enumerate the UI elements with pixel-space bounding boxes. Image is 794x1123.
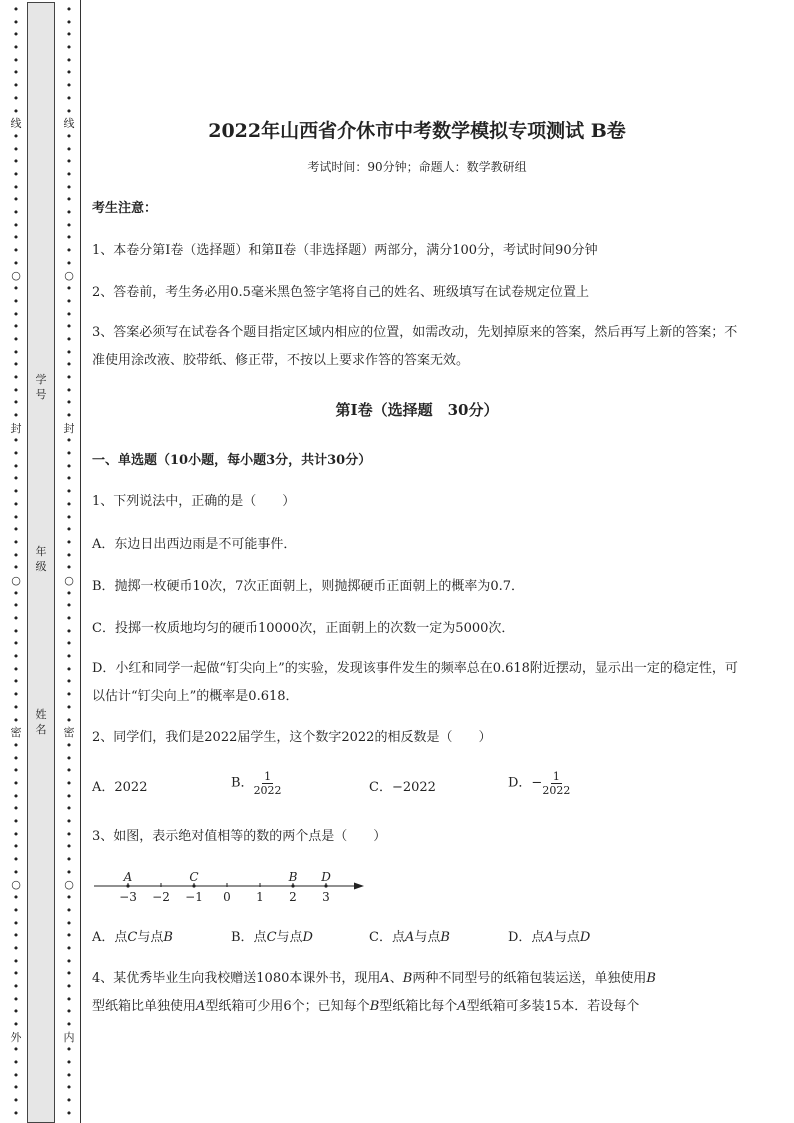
binding-dot: •: [65, 91, 73, 105]
binding-dot: •: [12, 218, 20, 232]
binding-dot: •: [12, 586, 20, 600]
binding-dot: •: [65, 307, 73, 321]
binding-dot: •: [65, 612, 73, 625]
binding-dot: •: [12, 992, 20, 1006]
binding-dot: •: [12, 294, 20, 308]
binding-word: 密: [10, 726, 22, 740]
q3-c-mid: 与点: [414, 930, 441, 945]
binding-dot: •: [12, 523, 20, 537]
binding-dot: •: [65, 155, 73, 169]
binding-dot: •: [65, 815, 73, 828]
binding-dot: •: [12, 789, 20, 803]
point-marker: [291, 884, 294, 887]
binding-dot: •: [65, 434, 73, 448]
binding-dot: •: [65, 193, 73, 207]
binding-dot: •: [12, 396, 20, 410]
binding-dot: •: [12, 193, 20, 207]
binding-dot: •: [65, 700, 73, 714]
binding-dot: •: [65, 789, 73, 803]
binding-dot: •: [12, 1005, 20, 1019]
binding-dot: •: [12, 320, 20, 334]
binding-dot: •: [65, 865, 73, 879]
binding-word: 封: [10, 421, 22, 435]
binding-dot: •: [65, 1106, 73, 1120]
q4-line-2: [92, 998, 639, 1016]
binding-dot: •: [65, 231, 73, 245]
q3-b-pre: B．点: [231, 930, 267, 945]
q3-b-point2: D: [302, 930, 313, 945]
binding-dot: •: [65, 992, 73, 1006]
binding-dot: •: [65, 79, 73, 93]
binding-dot: •: [65, 624, 73, 638]
q4-var-b2: B: [646, 971, 656, 986]
binding-dot: •: [12, 15, 20, 29]
q2-d-denominator: 2022: [542, 784, 571, 797]
binding-word: ○: [11, 573, 21, 587]
binding-dot: •: [65, 967, 73, 981]
binding-dot: •: [12, 345, 20, 359]
binding-dot: •: [65, 409, 73, 422]
binding-dot: •: [12, 713, 20, 727]
section-title: 第I卷（选择题 30分）: [335, 401, 499, 419]
binding-dot: •: [65, 447, 73, 461]
binding-dot: •: [65, 142, 73, 156]
notice-item-2: 2、答卷前，考生务必用0.5毫米黑色签字笔将自己的姓名、班级填写在试卷规定位置上: [92, 285, 589, 300]
binding-dot: •: [65, 3, 73, 16]
tick-label: −2: [152, 890, 170, 904]
q3-option-b: [231, 929, 313, 947]
q3-c-point1: A: [404, 930, 415, 945]
binding-dot: •: [12, 142, 20, 156]
q4-text-2: 两种不同型号的纸箱包装运送，单独使用: [412, 971, 647, 986]
binding-dot: •: [12, 104, 20, 118]
q4-line-1: [92, 970, 656, 988]
q3-b-point1: C: [266, 930, 277, 945]
binding-dot: •: [12, 206, 20, 219]
binding-dot: •: [12, 231, 20, 245]
binding-dot: •: [12, 612, 20, 625]
binding-dot: •: [65, 104, 73, 118]
binding-dot: •: [65, 167, 73, 181]
binding-dot: •: [65, 383, 73, 397]
q4-var-a: A: [380, 971, 390, 986]
binding-dot: •: [12, 650, 20, 664]
binding-dot: •: [12, 1056, 20, 1070]
binding-dot: •: [65, 320, 73, 334]
binding-dot: •: [12, 167, 20, 181]
binding-dot: •: [12, 624, 20, 638]
arrow-icon: [354, 883, 364, 890]
binding-dot: •: [12, 244, 20, 258]
binding-word: ○: [64, 878, 74, 892]
binding-dot: •: [65, 954, 73, 968]
binding-dot: •: [65, 535, 73, 549]
binding-dot: •: [65, 332, 73, 346]
q2-option-c: C．−2022: [369, 780, 436, 795]
binding-dot: •: [65, 751, 73, 765]
binding-dot: •: [65, 688, 73, 702]
binding-dot: •: [65, 294, 73, 308]
q3-d-mid: 与点: [553, 930, 580, 945]
binding-dot: •: [65, 206, 73, 219]
binding-word: ○: [11, 878, 21, 892]
binding-word: ○: [11, 269, 21, 283]
notice-item-3: 3、答案必须写在试卷各个题目指定区域内相应的位置，如需改动，先划掉原来的答案，然后再写上新的答案；不准使用涂改液、胶带纸、修正带，不按以上要求作答的答案无效。: [92, 325, 738, 368]
q1-option-d: D．小红和同学一起做“钉尖向上”的实验，发现该事件发生的频率总在0.618附近摆动，显示出一定的稳定性，可以估计“钉尖向上”的概率是0.618．: [92, 661, 738, 704]
binding-dot: •: [65, 523, 73, 537]
binding-dot: •: [65, 776, 73, 790]
q1-stem: 1、下列说法中，正确的是（ ）: [92, 494, 296, 509]
binding-dot: •: [12, 903, 20, 917]
q2-option-d-prefix: D．−: [508, 775, 543, 791]
point-label: C: [189, 870, 199, 884]
tick-label: 0: [223, 890, 231, 904]
binding-dot: •: [65, 637, 73, 651]
binding-dot: •: [12, 3, 20, 16]
binding-word: 封: [63, 421, 75, 435]
q4-var-a2: A: [196, 999, 206, 1014]
binding-dot: •: [65, 53, 73, 67]
binding-dot: •: [12, 409, 20, 422]
binding-dot: •: [12, 967, 20, 981]
binding-dot: •: [65, 599, 73, 613]
binding-dot: •: [12, 459, 20, 473]
q3-a-point1: C: [127, 930, 138, 945]
margin-border: [80, 0, 81, 1123]
binding-dot: •: [12, 941, 20, 955]
q4-var-b: B: [402, 971, 413, 986]
binding-dot: •: [65, 738, 73, 752]
binding-dot: •: [12, 840, 20, 854]
binding-dot: •: [12, 307, 20, 321]
binding-dot: •: [12, 1094, 20, 1108]
point-marker: [324, 884, 327, 887]
q3-b-mid: 与点: [276, 930, 303, 945]
binding-dot: •: [12, 688, 20, 702]
binding-dot: •: [65, 802, 73, 816]
binding-dot: •: [12, 370, 20, 384]
point-marker: [192, 884, 195, 887]
binding-dot: •: [12, 53, 20, 67]
binding-dot: •: [12, 662, 20, 676]
binding-dot: •: [12, 332, 20, 346]
q3-d-pre: D．点: [508, 930, 545, 945]
q1-option-c: C．投掷一枚质地均匀的硬币10000次，正面朝上的次数一定为5000次．: [92, 621, 515, 636]
q2-option-d-fraction: [542, 770, 570, 797]
binding-dot: •: [12, 282, 20, 296]
binding-dot: •: [12, 129, 20, 143]
binding-dot: •: [65, 561, 73, 575]
binding-dot: •: [12, 28, 20, 42]
binding-dot: •: [12, 485, 20, 499]
binding-dot: •: [12, 916, 20, 930]
q1-option-a: A．东边日出西边雨是不可能事件．: [92, 537, 297, 552]
q1-option-b: B．抛掷一枚硬币10次，7次正面朝上，则抛掷硬币正面朝上的概率为0.7．: [92, 579, 525, 594]
binding-dot: •: [65, 66, 73, 80]
binding-dot: •: [65, 497, 73, 511]
binding-dot: •: [65, 1081, 73, 1095]
q4-var-b3: B: [369, 999, 380, 1014]
binding-dot: •: [65, 650, 73, 664]
binding-dot: •: [12, 1068, 20, 1082]
binding-dot: •: [12, 1018, 20, 1031]
binding-dot: •: [12, 1081, 20, 1095]
binding-dot: •: [65, 840, 73, 854]
binding-dot: •: [12, 497, 20, 511]
point-label: A: [123, 870, 133, 884]
binding-dot: •: [12, 815, 20, 828]
binding-dot: •: [12, 155, 20, 169]
binding-dot: •: [65, 1043, 73, 1057]
binding-word: 内: [63, 1030, 75, 1044]
binding-dot: •: [65, 244, 73, 258]
binding-dot: •: [65, 764, 73, 778]
binding-dot: •: [65, 459, 73, 473]
binding-dot: •: [12, 751, 20, 765]
binding-word: 密: [63, 726, 75, 740]
q4-text-5: 型纸箱比每个: [379, 999, 458, 1014]
binding-word: ○: [64, 269, 74, 283]
binding-dot: •: [65, 510, 73, 524]
binding-dot: •: [12, 91, 20, 105]
q2-stem: 2、同学们，我们是2022届学生，这个数字2022的相反数是（ ）: [92, 730, 492, 745]
part-heading: 一、单选题（10小题，每小题3分，共计30分）: [92, 453, 372, 468]
binding-dot: •: [12, 510, 20, 524]
exam-subtitle: 考试时间：90分钟；命题人：数学教研组: [307, 160, 527, 174]
binding-dot: •: [12, 383, 20, 397]
binding-dot: •: [65, 396, 73, 410]
q3-option-c: [369, 929, 450, 947]
q4-text-3: 型纸箱比单独使用: [92, 999, 197, 1014]
binding-dot: •: [65, 15, 73, 29]
binding-dot: •: [65, 903, 73, 917]
tick-label: 1: [256, 890, 264, 904]
binding-dot: •: [12, 929, 20, 943]
binding-dot: •: [65, 472, 73, 486]
number-line-figure: [92, 864, 372, 906]
binding-dot: •: [12, 954, 20, 968]
q4-text-6: 型纸箱可多装15本．若设每个: [466, 999, 640, 1014]
binding-word: 线: [10, 117, 22, 131]
binding-word: 线: [63, 117, 75, 131]
binding-dot: •: [12, 827, 20, 841]
binding-dot: •: [12, 472, 20, 486]
q3-a-point2: B: [163, 930, 173, 945]
q4-var-a3: A: [457, 999, 467, 1014]
q3-option-d: [508, 929, 590, 947]
binding-dot: •: [65, 1068, 73, 1082]
q3-a-mid: 与点: [137, 930, 164, 945]
binding-dot: •: [65, 1005, 73, 1019]
binding-word: 外: [10, 1030, 22, 1044]
binding-dot: •: [12, 675, 20, 689]
binding-dot: •: [12, 776, 20, 790]
binding-dot: •: [12, 738, 20, 752]
binding-dot: •: [12, 891, 20, 905]
notice-item-1: 1、本卷分第I卷（选择题）和第Ⅱ卷（非选择题）两部分，满分100分，考试时间90分钟: [92, 243, 598, 258]
point-label: B: [288, 870, 298, 884]
binding-dot: •: [65, 1056, 73, 1070]
binding-dot: •: [12, 548, 20, 562]
q4-sep: 、: [389, 971, 403, 986]
binding-dot: •: [65, 941, 73, 955]
q2-d-numerator: 1: [552, 770, 560, 783]
binding-dot: •: [65, 853, 73, 867]
tick-label: −1: [185, 890, 203, 904]
binding-dot: •: [65, 345, 73, 359]
binding-dot: •: [12, 979, 20, 993]
binding-dot: •: [65, 827, 73, 841]
binding-dot: •: [12, 535, 20, 549]
q2-option-b-fraction: [254, 770, 282, 797]
q3-c-pre: C．点: [369, 930, 405, 945]
binding-dot: •: [65, 675, 73, 689]
right-cut-line: [62, 4, 76, 1120]
q2-b-denominator: 2022: [253, 784, 282, 797]
binding-margin: [0, 0, 84, 1123]
q3-stem: 3、如图，表示绝对值相等的数的两个点是（ ）: [92, 829, 387, 844]
q4-text-4: 型纸箱可少用6个；已知每个: [205, 999, 370, 1014]
q2-option-d: [508, 770, 570, 797]
binding-word: ○: [64, 573, 74, 587]
binding-dot: •: [12, 637, 20, 651]
binding-dot: •: [65, 929, 73, 943]
q2-b-numerator: 1: [264, 770, 272, 783]
binding-dot: •: [65, 41, 73, 55]
label-student-number: 学号: [35, 373, 47, 401]
binding-dot: •: [65, 586, 73, 600]
binding-dot: •: [65, 218, 73, 232]
binding-dot: •: [12, 358, 20, 372]
binding-dot: •: [65, 358, 73, 372]
q2-option-a: A．2022: [92, 780, 148, 795]
binding-dot: •: [12, 180, 20, 194]
binding-dot: •: [12, 802, 20, 816]
tick-label: 2: [289, 890, 297, 904]
binding-dot: •: [65, 129, 73, 143]
binding-dot: •: [12, 79, 20, 93]
binding-dot: •: [65, 256, 73, 270]
q2-option-b: [231, 770, 282, 797]
binding-dot: •: [65, 28, 73, 42]
binding-dot: •: [12, 1106, 20, 1120]
binding-dot: •: [12, 700, 20, 714]
binding-dot: •: [12, 41, 20, 55]
binding-dot: •: [12, 1043, 20, 1057]
q4-text-1: 4、某优秀毕业生向我校赠送1080本课外书，现用: [92, 971, 381, 986]
binding-dot: •: [12, 865, 20, 879]
binding-dot: •: [65, 485, 73, 499]
q3-d-point2: D: [579, 930, 591, 945]
binding-dot: •: [65, 282, 73, 296]
q2-option-b-prefix: B．: [231, 775, 254, 791]
binding-dot: •: [12, 599, 20, 613]
binding-dot: •: [65, 979, 73, 993]
point-marker: [126, 884, 129, 887]
binding-dot: •: [65, 891, 73, 905]
binding-dot: •: [65, 662, 73, 676]
q3-c-point2: B: [440, 930, 450, 945]
binding-dot: •: [65, 180, 73, 194]
page-title: 2022年山西省介休市中考数学模拟专项测试 B卷: [208, 120, 626, 142]
binding-dot: •: [12, 853, 20, 867]
binding-dot: •: [65, 548, 73, 562]
binding-dot: •: [12, 447, 20, 461]
binding-dot: •: [65, 1018, 73, 1031]
q3-d-point1: A: [544, 930, 554, 945]
binding-dot: •: [65, 713, 73, 727]
binding-dot: •: [12, 434, 20, 448]
label-grade: 年级: [35, 545, 47, 573]
binding-dot: •: [65, 1094, 73, 1108]
binding-dot: •: [12, 66, 20, 80]
binding-dot: •: [12, 561, 20, 575]
tick-label: 3: [322, 890, 330, 904]
notice-heading: 考生注意：: [92, 201, 158, 216]
binding-dot: •: [65, 370, 73, 384]
left-cut-line: [9, 4, 23, 1120]
tick-label: −3: [119, 890, 137, 904]
binding-dot: •: [12, 764, 20, 778]
binding-dot: •: [65, 916, 73, 930]
q3-option-a: [92, 929, 173, 947]
point-label: D: [321, 870, 331, 884]
binding-dot: •: [12, 256, 20, 270]
q3-a-pre: A．点: [92, 930, 128, 945]
label-name: 姓名: [35, 708, 47, 736]
